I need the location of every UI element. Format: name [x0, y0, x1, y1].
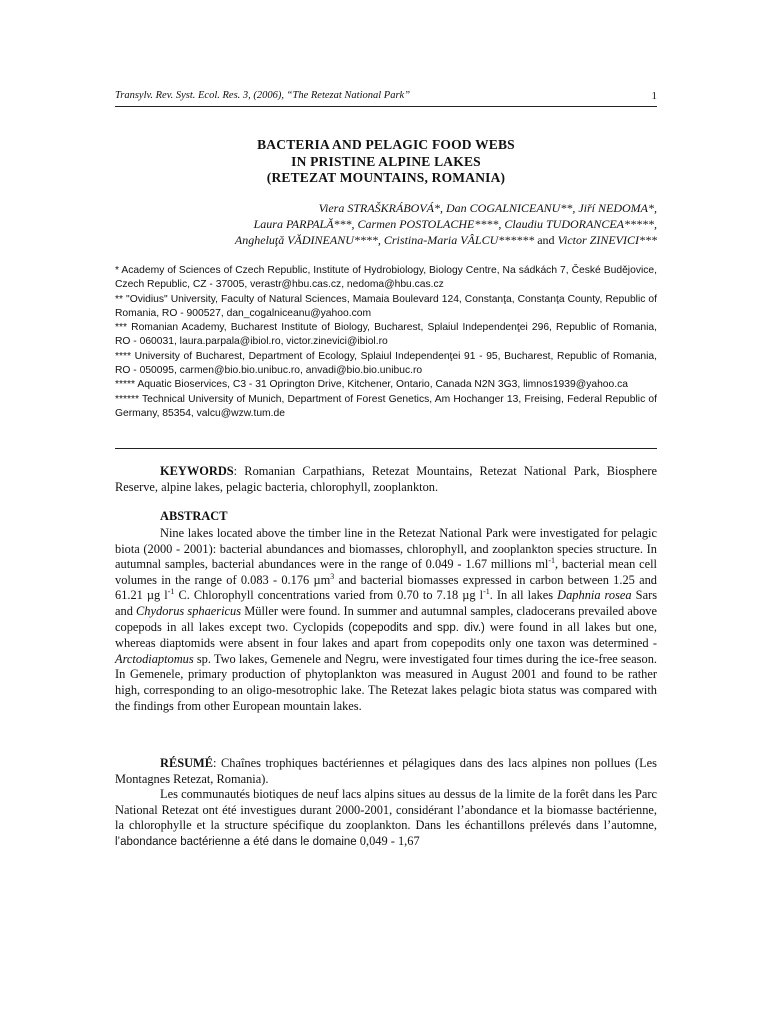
abstract-sup-2: 3	[330, 571, 335, 581]
species-name-1: Daphnia rosea	[557, 588, 632, 603]
abstract-text-6: Sars and	[115, 588, 658, 618]
resume-text-1: Les communautés biotiques de neuf lacs alpins situes au dessus de la limite de la forêt dans les Parc National Retezat ont été investigues durant 2000-2001, considérant l’abondance et la biomasse bactérienne, la chlorophylle et la structure spécifique du zooplankton. Dans les échantillons prélevés dans l’automne,	[115, 787, 657, 833]
running-header	[115, 90, 657, 101]
affiliations	[115, 264, 657, 421]
abstract-sup-4: -1	[483, 587, 490, 597]
paper-title	[115, 137, 657, 187]
authors-line-2: Laura PARPALĂ***, Carmen POSTOLACHE****, Claudiu TUDORANCEA*****,	[253, 217, 657, 231]
affiliation-1: * Academy of Sciences of Czech Republic, Institute of Hydrobiology, Biology Centre, Na sádkách 7, České Budějovice, Czech Republic, CZ - 37005, verastr@hbu.cas.cz, nedoma@hbu.cas.cz	[115, 265, 657, 291]
affiliation-5: ***** Aquatic Bioservices, C3 - 31 Oprington Drive, Kitchener, Ontario, Canada N2N 3G3, limnos1939@yahoo.ca	[115, 379, 628, 391]
abstract-text-7: Müller were found. In summer and autumnal samples, cladocerans prevailed above copepods in all lakes except two. Cyclopids	[115, 603, 657, 634]
author-list	[115, 200, 657, 248]
keywords-label: KEYWORDS	[160, 464, 234, 478]
page-number: 1	[651, 90, 657, 102]
species-name-2: Chydorus sphaericus	[136, 603, 242, 618]
affiliation-4: **** University of Bucharest, Department of Ecology, Splaiul Independenţei 91 - 95, Bucharest, Republic of Romania, RO - 050095, carmen@bio.bio.unibuc.ro, anvadi@bio.bio.unibuc.ro	[115, 350, 657, 377]
resume-title-text: : Chaînes trophiques bactériennes et pélagiques dans des lacs alpines non pollues (Les Montagnes Retezat, Romania).	[115, 756, 657, 786]
resume-text-small: l’abondance bactérienne a été dans le domaine	[115, 835, 357, 848]
abstract-text-1: Nine lakes located above the timber line in the Retezat National Park were investigated for pelagic biota (2000 - 2001): bacterial abundances and biomasses, chlorophyll, and zooplankton species structure. In autumnal samples, bacterial abundances were in the range of 0.049 - 1.67 millions ml	[115, 526, 657, 572]
abstract-text-9: sp. Two lakes, Gemenele and Negru, were investigated four times during the ice-free season. In Gemenele, primary production of phytoplankton was measured in August 2001 and found to be rather high, corresponding to an oligo-mesotrophic lake. The Retezat lakes pelagic biota status was compared with the findings from other European mountain lakes.	[115, 651, 657, 713]
abstract-text-2: , bacterial mean cell volumes in the range of 0.083 - 0.176 µm	[115, 557, 657, 587]
abstract-text-3: and bacterial biomasses expressed in carbon between 1.25 and 61.21 µg l	[115, 572, 657, 603]
authors-line-1: Viera STRAŠKRÁBOVÁ*, Dan COGALNICEANU**, Jiří NEDOMA*,	[318, 201, 657, 215]
affiliation-6: ****** Technical University of Munich, Department of Forest Genetics, Am Hochanger 13, Freising, Federal Republic of Germany, 85354, valcu@wzw.tum.de	[115, 393, 657, 419]
abstract-heading: ABSTRACT	[160, 509, 228, 523]
abstract-text-5: . In all lakes	[489, 588, 558, 603]
resume-text-end: 0,049 - 1,67	[356, 833, 420, 848]
resume-section	[115, 756, 657, 851]
abstract-sup-3: -1	[167, 587, 175, 597]
title-line-3: (RETEZAT MOUNTAINS, ROMANIA)	[266, 170, 506, 185]
abstract-text-4: C. Chlorophyll concentrations varied from 0.70 to 7.18 µg l	[174, 588, 484, 603]
keywords-section	[115, 464, 657, 495]
journal-citation: Transylv. Rev. Syst. Ecol. Res. 3, (2006), “The Retezat National Park”	[115, 90, 411, 101]
authors-line-3a: Angheluţă VĂDINEANU****, Cristina-Maria VÂLCU******	[234, 233, 538, 247]
affiliation-2: ** "Ovidius" University, Faculty of Natural Sciences, Mamaia Boulevard 124, Constanţa, Constanţa County, Republic of Romania, RO - 900527, dan_cogalniceanu@yahoo.com	[115, 293, 657, 319]
affiliation-3: *** Romanian Academy, Bucharest Institute of Biology, Bucharest, Splaiul Independenţei 296, Republic of Romania, RO - 060031, laura.parpala@ibiol.ro, victor.zinevici@ibiol.ro	[115, 322, 657, 348]
species-name-3: Arctodiaptomus	[115, 651, 194, 666]
abstract-text-7-small: (copepodits and spp. div.)	[348, 621, 485, 634]
abstract-sup-1: -1	[548, 556, 556, 566]
title-line-2: IN PRISTINE ALPINE LAKES	[291, 153, 481, 169]
authors-line-3	[115, 232, 657, 248]
authors-line-3b: Victor ZINEVICI***	[554, 233, 657, 247]
resume-label: RÉSUMÉ	[160, 756, 214, 770]
resume-paragraph	[115, 787, 657, 850]
abstract-text-8: were found in all lakes but one, whereas diaptomids were absent in four lakes and apart from copepodits only one taxon was determined -	[115, 619, 657, 651]
header-rule	[115, 106, 657, 107]
authors-and: and	[537, 233, 555, 247]
keywords-text: : Romanian Carpathians, Retezat Mountains, Retezat National Park, Biosphere Reserve, alpine lakes, pelagic bacteria, chlorophyll, zooplankton.	[115, 464, 657, 494]
abstract-paragraph	[115, 526, 657, 714]
title-line-1: BACTERIA AND PELAGIC FOOD WEBS	[257, 137, 515, 152]
abstract-section	[115, 526, 657, 714]
section-divider	[115, 448, 657, 449]
resume-title-paragraph	[115, 756, 657, 787]
